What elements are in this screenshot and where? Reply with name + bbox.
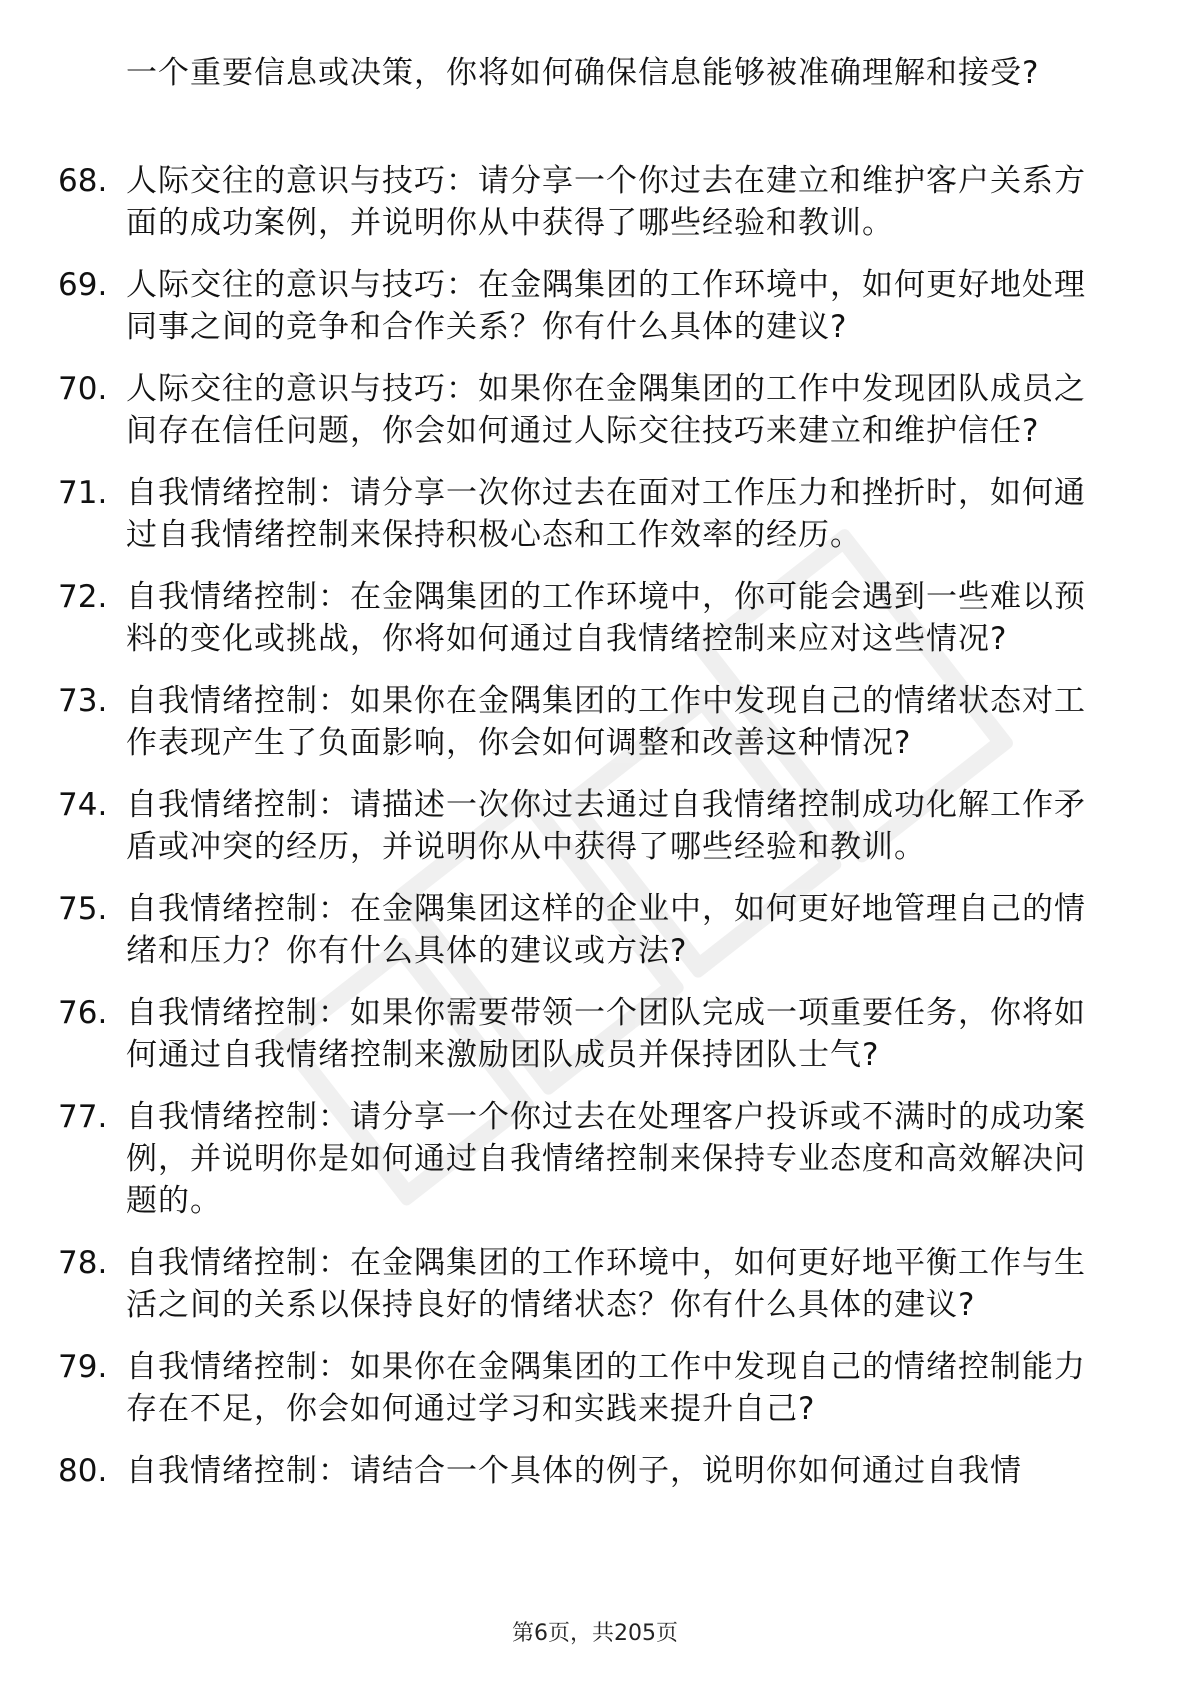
question-item: [58, 680, 1120, 764]
question-number: 75.: [58, 891, 108, 927]
question-text: 人际交往的意识与技巧：如果你在金隅集团的工作中发现团队成员之间存在信任问题，你会如何通过人际交往技巧来建立和维护信任?: [126, 371, 1086, 449]
question-item: [58, 1346, 1120, 1430]
question-item: [58, 368, 1120, 452]
question-text: 自我情绪控制：请分享一个你过去在处理客户投诉或不满时的成功案例，并说明你是如何通过自我情绪控制来保持专业态度和高效解决问题的。: [126, 1099, 1086, 1219]
question-number: 68.: [58, 163, 108, 199]
question-text: 自我情绪控制：在金隅集团这样的企业中，如何更好地管理自己的情绪和压力？你有什么具体的建议或方法?: [126, 891, 1086, 969]
question-list: [58, 160, 1120, 1512]
question-number: 74.: [58, 787, 108, 823]
question-item: [58, 264, 1120, 348]
question-text: 自我情绪控制：请结合一个具体的例子，说明你如何通过自我情: [126, 1453, 1022, 1489]
question-number: 69.: [58, 267, 108, 303]
question-number: 80.: [58, 1453, 108, 1489]
question-text: 人际交往的意识与技巧：请分享一个你过去在建立和维护客户关系方面的成功案例，并说明你从中获得了哪些经验和教训。: [126, 163, 1086, 241]
question-text: 自我情绪控制：如果你需要带领一个团队完成一项重要任务，你将如何通过自我情绪控制来激励团队成员并保持团队士气?: [126, 995, 1086, 1073]
question-item: [58, 1096, 1120, 1222]
question-item: [58, 992, 1120, 1076]
question-item: [58, 576, 1120, 660]
question-number: 76.: [58, 995, 108, 1031]
question-number: 70.: [58, 371, 108, 407]
question-item: [58, 888, 1120, 972]
question-number: 72.: [58, 579, 108, 615]
question-text: 自我情绪控制：请分享一次你过去在面对工作压力和挫折时，如何通过自我情绪控制来保持积极心态和工作效率的经历。: [126, 475, 1086, 553]
question-item: [58, 160, 1120, 244]
question-item: [58, 784, 1120, 868]
question-number: 77.: [58, 1099, 108, 1135]
question-text: 自我情绪控制：如果你在金隅集团的工作中发现自己的情绪控制能力存在不足，你会如何通过学习和实践来提升自己?: [126, 1349, 1086, 1427]
question-number: 78.: [58, 1245, 108, 1281]
question-text: 自我情绪控制：在金隅集团的工作环境中，你可能会遇到一些难以预料的变化或挑战，你将如何通过自我情绪控制来应对这些情况?: [126, 579, 1086, 657]
question-text: 自我情绪控制：请描述一次你过去通过自我情绪控制成功化解工作矛盾或冲突的经历，并说明你从中获得了哪些经验和教训。: [126, 787, 1086, 865]
question-number: 71.: [58, 475, 108, 511]
question-number: 73.: [58, 683, 108, 719]
question-number: 79.: [58, 1349, 108, 1385]
question-item: [58, 472, 1120, 556]
page-footer: 第6页，共205页: [512, 1621, 678, 1646]
question-text: 自我情绪控制：如果你在金隅集团的工作中发现自己的情绪状态对工作表现产生了负面影响，你会如何调整和改善这种情况?: [126, 683, 1086, 761]
question-text: 人际交往的意识与技巧：在金隅集团的工作环境中，如何更好地处理同事之间的竞争和合作关系？你有什么具体的建议?: [126, 267, 1086, 345]
question-item: [58, 1450, 1120, 1492]
question-item: [58, 1242, 1120, 1326]
continuation-text: 一个重要信息或决策，你将如何确保信息能够被准确理解和接受?: [126, 55, 1040, 91]
question-text: 自我情绪控制：在金隅集团的工作环境中，如何更好地平衡工作与生活之间的关系以保持良好的情绪状态？你有什么具体的建议?: [126, 1245, 1086, 1323]
